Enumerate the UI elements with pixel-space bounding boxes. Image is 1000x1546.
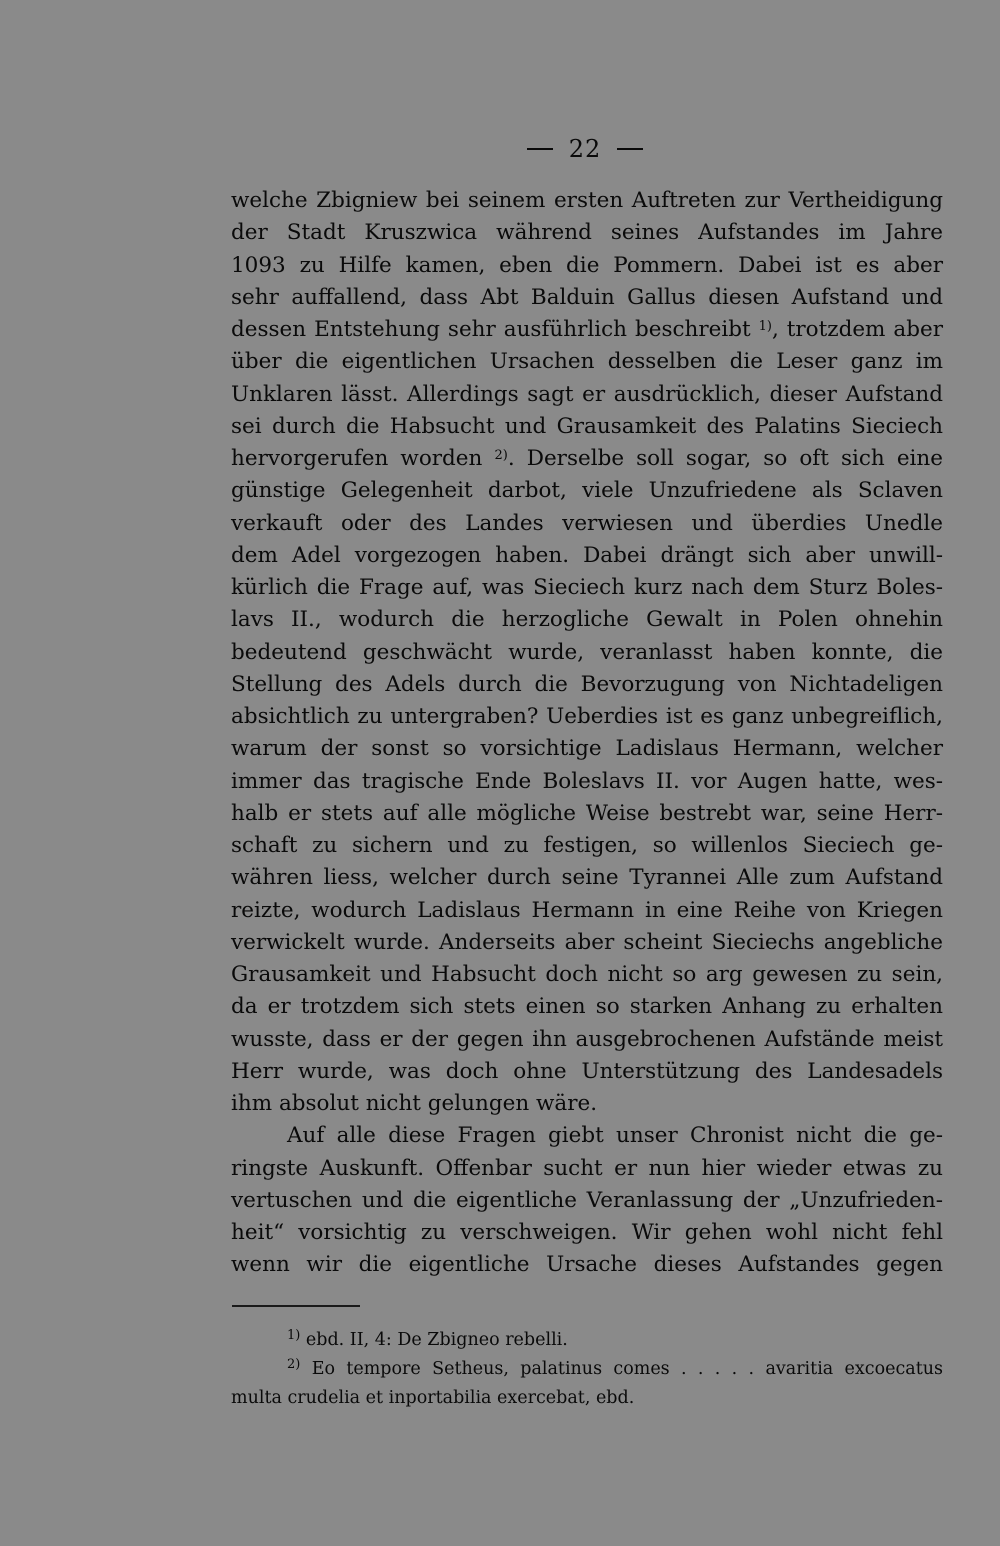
footnote-1-text: ebd. II, 4: De Zbigneo rebelli. <box>305 1330 568 1350</box>
text-line <box>231 443 943 475</box>
text-fragment: dessen Entstehung sehr ausführlich beschreibt <box>231 317 751 342</box>
text-line: sehr auffallend, dass Abt Balduin Gallus diesen Aufstand und <box>231 284 943 310</box>
text-line: günstige Gelegenheit darbot, viele Unzufriedene als Sclaven <box>231 478 943 504</box>
text-line: ringste Auskunft. Offenbar sucht er nun hier wieder etwas zu <box>231 1155 943 1181</box>
header-dash-right <box>617 148 643 150</box>
text-fragment: hervorgerufen worden <box>231 446 483 471</box>
text-line: wenn wir die eigentliche Ursache dieses Aufstandes gegen <box>231 1252 943 1278</box>
text-line: welche Zbigniew bei seinem ersten Auftreten zur Vertheidigung <box>231 188 943 213</box>
header-dash-left <box>527 148 553 150</box>
text-line: da er trotzdem sich stets einen so starken Anhang zu erhalten <box>231 994 943 1020</box>
text-line: Auf alle diese Fragen giebt unser Chronist nicht die ge- <box>287 1123 943 1149</box>
footnote-2-mark: 2) <box>287 1357 301 1372</box>
footnote-divider <box>232 1305 360 1307</box>
text-line: lavs II., wodurch die herzogliche Gewalt in Polen ohnehin <box>231 607 943 633</box>
page-number: 22 <box>568 135 602 163</box>
footnote-2-text: Eo tempore Setheus, palatinus comes . . . . . avaritia excoecatus <box>311 1359 943 1379</box>
text-line: bedeutend geschwächt wurde, veranlasst haben konnte, die <box>231 639 943 665</box>
text-line: Herr wurde, was doch ohne Unterstützung des Landesadels <box>231 1058 943 1084</box>
page-header <box>0 132 1000 166</box>
text-line: währen liess, welcher durch seine Tyrannei Alle zum Aufstand <box>231 865 943 891</box>
text-line: 1093 zu Hilfe kamen, eben die Pommern. Dabei ist es aber <box>231 252 943 278</box>
text-line: der Stadt Kruszwica während seines Aufstandes im Jahre <box>231 220 943 246</box>
body-text <box>231 185 943 1282</box>
text-line: reizte, wodurch Ladislaus Hermann in eine Reihe von Kriegen <box>231 897 943 923</box>
text-line: absichtlich zu untergraben? Ueberdies ist es ganz unbegreiflich, <box>231 704 943 729</box>
text-line: über die eigentlichen Ursachen desselben die Leser ganz im <box>231 349 943 375</box>
text-line: verwickelt wurde. Anderseits aber scheint Sieciechs angebliche <box>231 929 943 955</box>
footnote-ref-2: 2) <box>494 448 508 463</box>
text-line: verkauft oder des Landes verwiesen und überdies Unedle <box>231 510 943 536</box>
text-line: heit“ vorsichtig zu verschweigen. Wir gehen wohl nicht fehl <box>231 1220 943 1245</box>
text-line: kürlich die Frage auf, was Sieciech kurz nach dem Sturz Boles- <box>231 575 943 600</box>
text-line: wusste, dass er der gegen ihn ausgebrochenen Aufstände meist <box>231 1026 943 1052</box>
text-line: Unklaren lässt. Allerdings sagt er ausdrücklich, dieser Aufstand <box>231 381 943 407</box>
footnote-ref-1: 1) <box>758 319 772 334</box>
text-line: schaft zu sichern und zu festigen, so willenlos Sieciech ge- <box>231 833 943 858</box>
footnote-2-continuation: multa crudelia et inportabilia exercebat, ebd. <box>231 1388 635 1408</box>
text-line: ihm absolut nicht gelungen wäre. <box>231 1091 598 1116</box>
text-line: Stellung des Adels durch die Bevorzugung von Nichtadeligen <box>231 671 943 697</box>
text-line: Grausamkeit und Habsucht doch nicht so arg gewesen zu sein, <box>231 962 943 987</box>
footnote-1-mark: 1) <box>287 1328 301 1343</box>
text-line: dem Adel vorgezogen haben. Dabei drängt sich aber unwill- <box>231 542 943 568</box>
text-line: immer das tragische Ende Boleslavs II. vor Augen hatte, wes- <box>231 768 943 794</box>
text-line: sei durch die Habsucht und Grausamkeit des Palatins Sieciech <box>231 413 943 439</box>
text-line: halb er stets auf alle mögliche Weise bestrebt war, seine Herr- <box>231 800 943 826</box>
text-line <box>231 314 943 346</box>
text-line: vertuschen und die eigentliche Veranlassung der „Unzufrieden- <box>231 1187 943 1213</box>
text-fragment: , trotzdem aber <box>771 317 943 342</box>
footnote-2 <box>231 1355 943 1384</box>
footnotes <box>231 1326 943 1413</box>
text-line: warum der sonst so vorsichtige Ladislaus Hermann, welcher <box>231 736 943 762</box>
text-fragment: . Derselbe soll sogar, so oft sich eine <box>507 446 943 471</box>
footnote-1 <box>231 1326 943 1355</box>
